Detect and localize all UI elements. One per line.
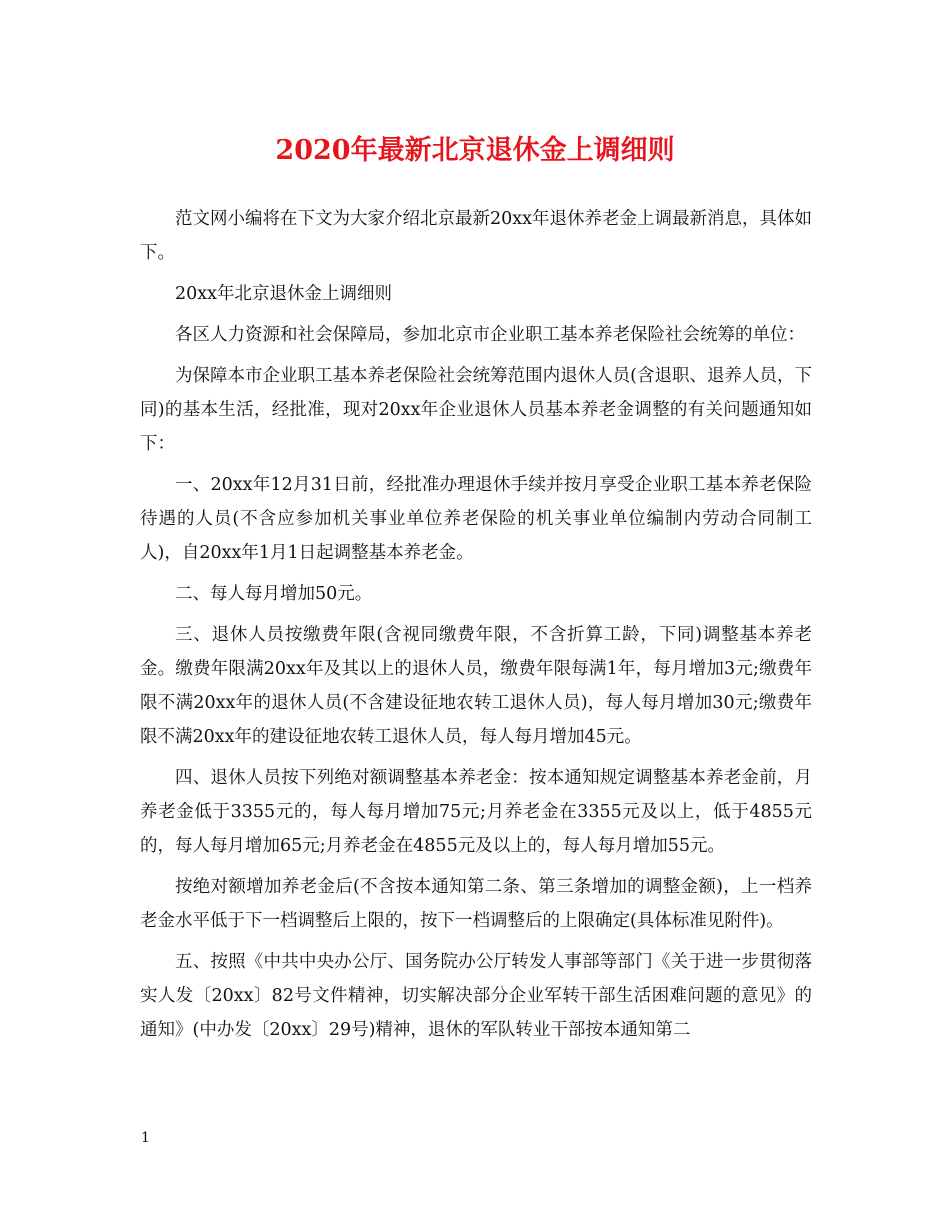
paragraph-subtitle: 20xx年北京退休金上调细则: [175, 284, 393, 304]
paragraph-item-5: 五、按照《中共中央办公厅、国务院办公厅转发人事部等部门《关于进一步贯彻落实人发〔20xx〕82号文件精神，切实解决部分企业军转干部生活困难问题的意见》的通知》(中办发〔20xx〕29号)精神，退休的军队转业干部按本通知第二: [140, 952, 812, 1040]
paragraph-item-2: 二、每人每月增加50元。: [175, 584, 373, 604]
paragraph-item-1: 一、20xx年12月31日前，经批准办理退休手续并按月享受企业职工基本养老保险待遇的人员(不含应参加机关事业单位养老保险的机关事业单位编制内劳动合同制工人)，自20xx年1月1日起调整基本养老金。: [140, 475, 812, 563]
document-body: [140, 202, 812, 1054]
document-title: 2020年最新北京退休金上调细则: [275, 135, 675, 166]
paragraph-item-4: 四、退休人员按下列绝对额调整基本养老金：按本通知规定调整基本养老金前，月养老金低于3355元的，每人每月增加75元;月养老金在3355元及以上，低于4855元的，每人每月增加65元;月养老金在4855元及以上的，每人每月增加55元。: [140, 768, 812, 856]
page-number: 1: [141, 1130, 150, 1146]
paragraph-item-3: 三、退休人员按缴费年限(含视同缴费年限，不含折算工龄，下同)调整基本养老金。缴费年限满20xx年及其以上的退休人员，缴费年限每满1年，每月增加3元;缴费年限不满20xx年的退休人员(不含建设征地农转工退休人员)，每人每月增加30元;缴费年限不满20xx年的建设征地农转工退休人员，每人每月增加45元。: [140, 625, 812, 747]
paragraph-item-4-note: 按绝对额增加养老金后(不含按本通知第二条、第三条增加的调整金额)，上一档养老金水平低于下一档调整后上限的，按下一档调整后的上限确定(具体标准见附件)。: [140, 877, 812, 931]
paragraph-preamble: 为保障本市企业职工基本养老保险社会统筹范围内退休人员(含退职、退养人员，下同)的基本生活，经批准，现对20xx年企业退休人员基本养老金调整的有关问题通知如下：: [140, 366, 812, 454]
paragraph-addressee: 各区人力资源和社会保障局，参加北京市企业职工基本养老保险社会统筹的单位：: [175, 325, 805, 345]
paragraph-intro: 范文网小编将在下文为大家介绍北京最新20xx年退休养老金上调最新消息，具体如下。: [140, 209, 813, 263]
